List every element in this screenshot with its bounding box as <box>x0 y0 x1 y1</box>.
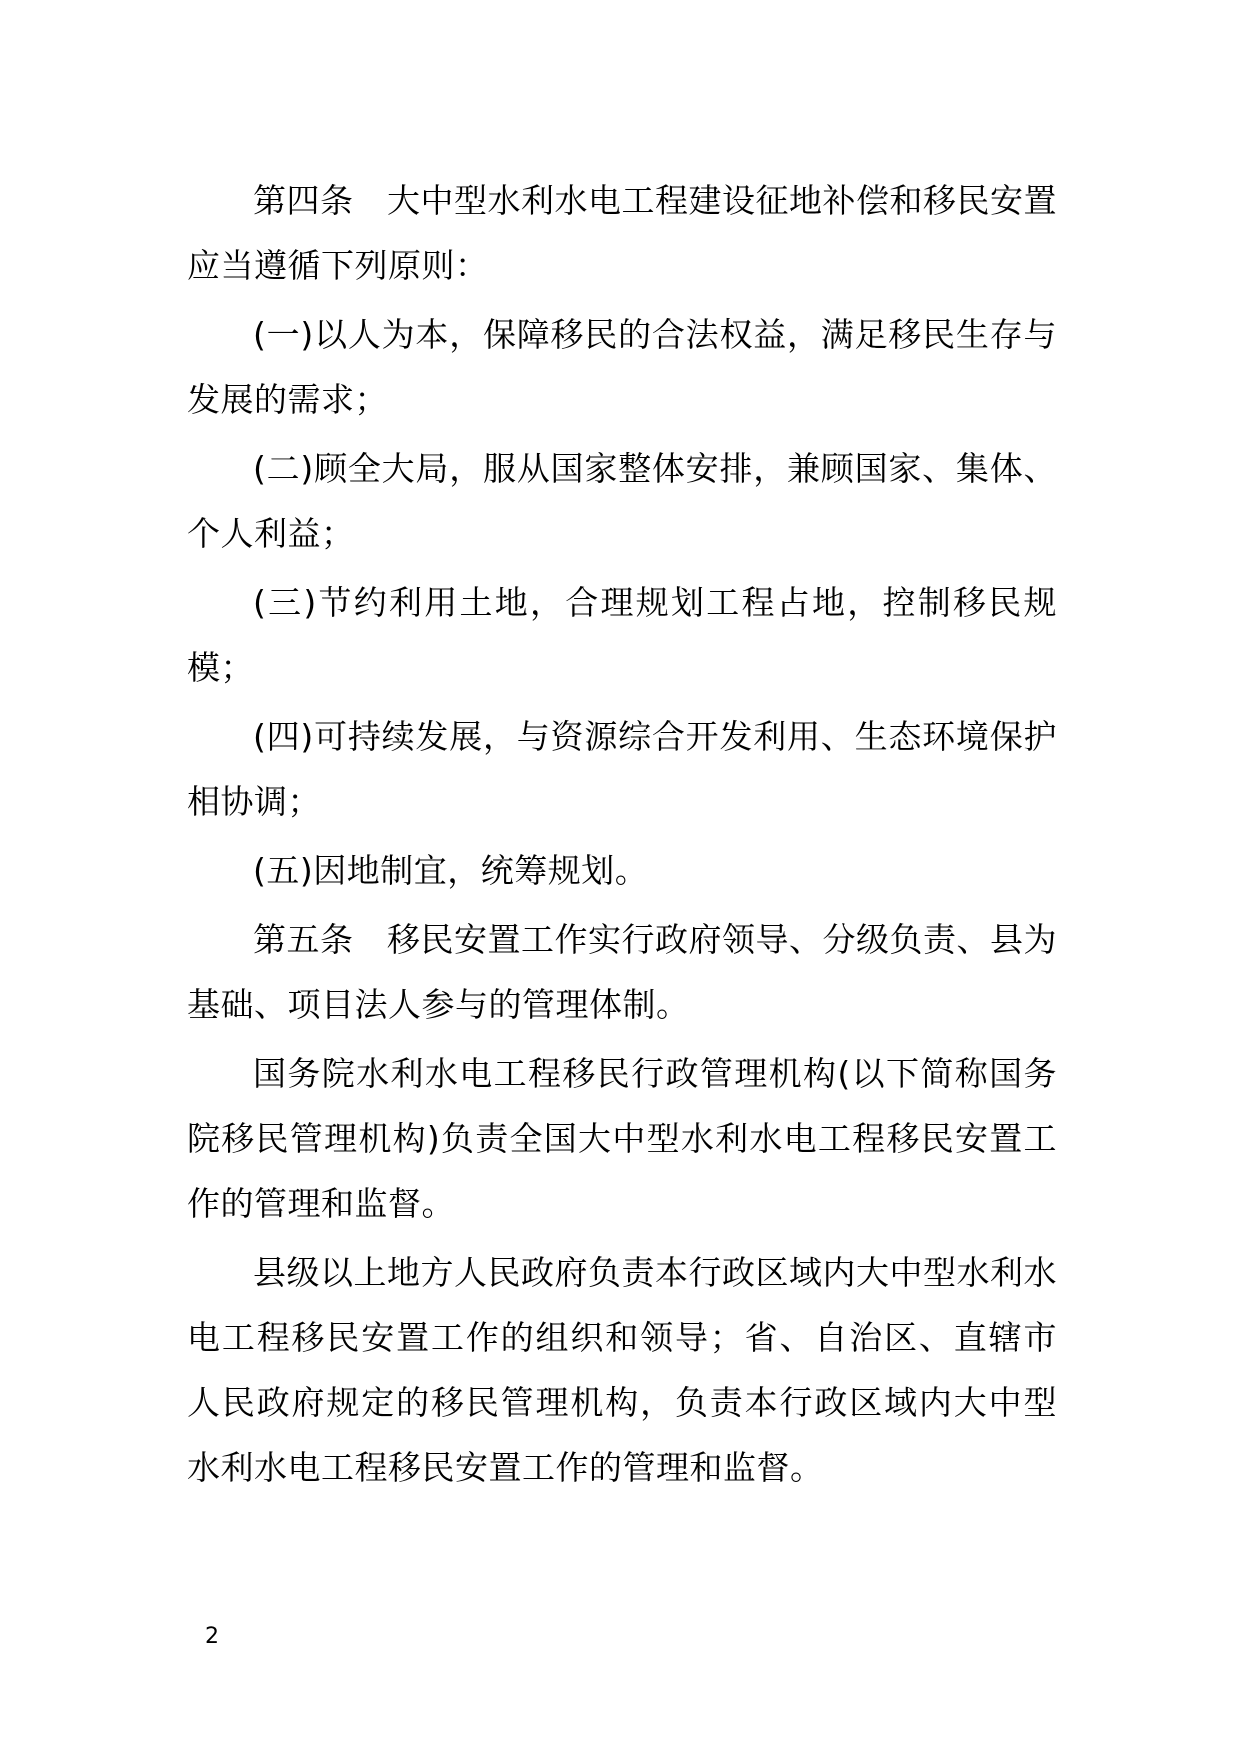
paragraph-state-council-agency: 国务院水利水电工程移民行政管理机构(以下简称国务院移民管理机构)负责全国大中型水利水电工程移民安置工作的管理和监督。 <box>187 1054 1057 1223</box>
paragraph-local-government: 县级以上地方人民政府负责本行政区域内大中型水利水电工程移民安置工作的组织和领导；省、自治区、直辖市人民政府规定的移民管理机构，负责本行政区域内大中型水利水电工程移民安置工作的管理和监督。 <box>187 1253 1057 1487</box>
paragraph-article-4: 第四条 大中型水利水电工程建设征地补偿和移民安置应当遵循下列原则： <box>187 181 1057 285</box>
paragraph-principle-5: (五)因地制宜，统筹规划。 <box>253 851 649 890</box>
paragraph-principle-4: (四)可持续发展，与资源综合开发利用、生态环境保护相协调； <box>187 717 1057 821</box>
document-body <box>187 168 1057 1504</box>
paragraph-article-5: 第五条 移民安置工作实行政府领导、分级负责、县为基础、项目法人参与的管理体制。 <box>187 920 1057 1024</box>
page-number: 2 <box>205 1624 219 1649</box>
paragraph-principle-1: (一)以人为本，保障移民的合法权益，满足移民生存与发展的需求； <box>187 315 1057 419</box>
paragraph-principle-2: (二)顾全大局，服从国家整体安排，兼顾国家、集体、个人利益； <box>187 449 1057 553</box>
paragraph-principle-3: (三)节约利用土地，合理规划工程占地，控制移民规模； <box>187 583 1057 687</box>
